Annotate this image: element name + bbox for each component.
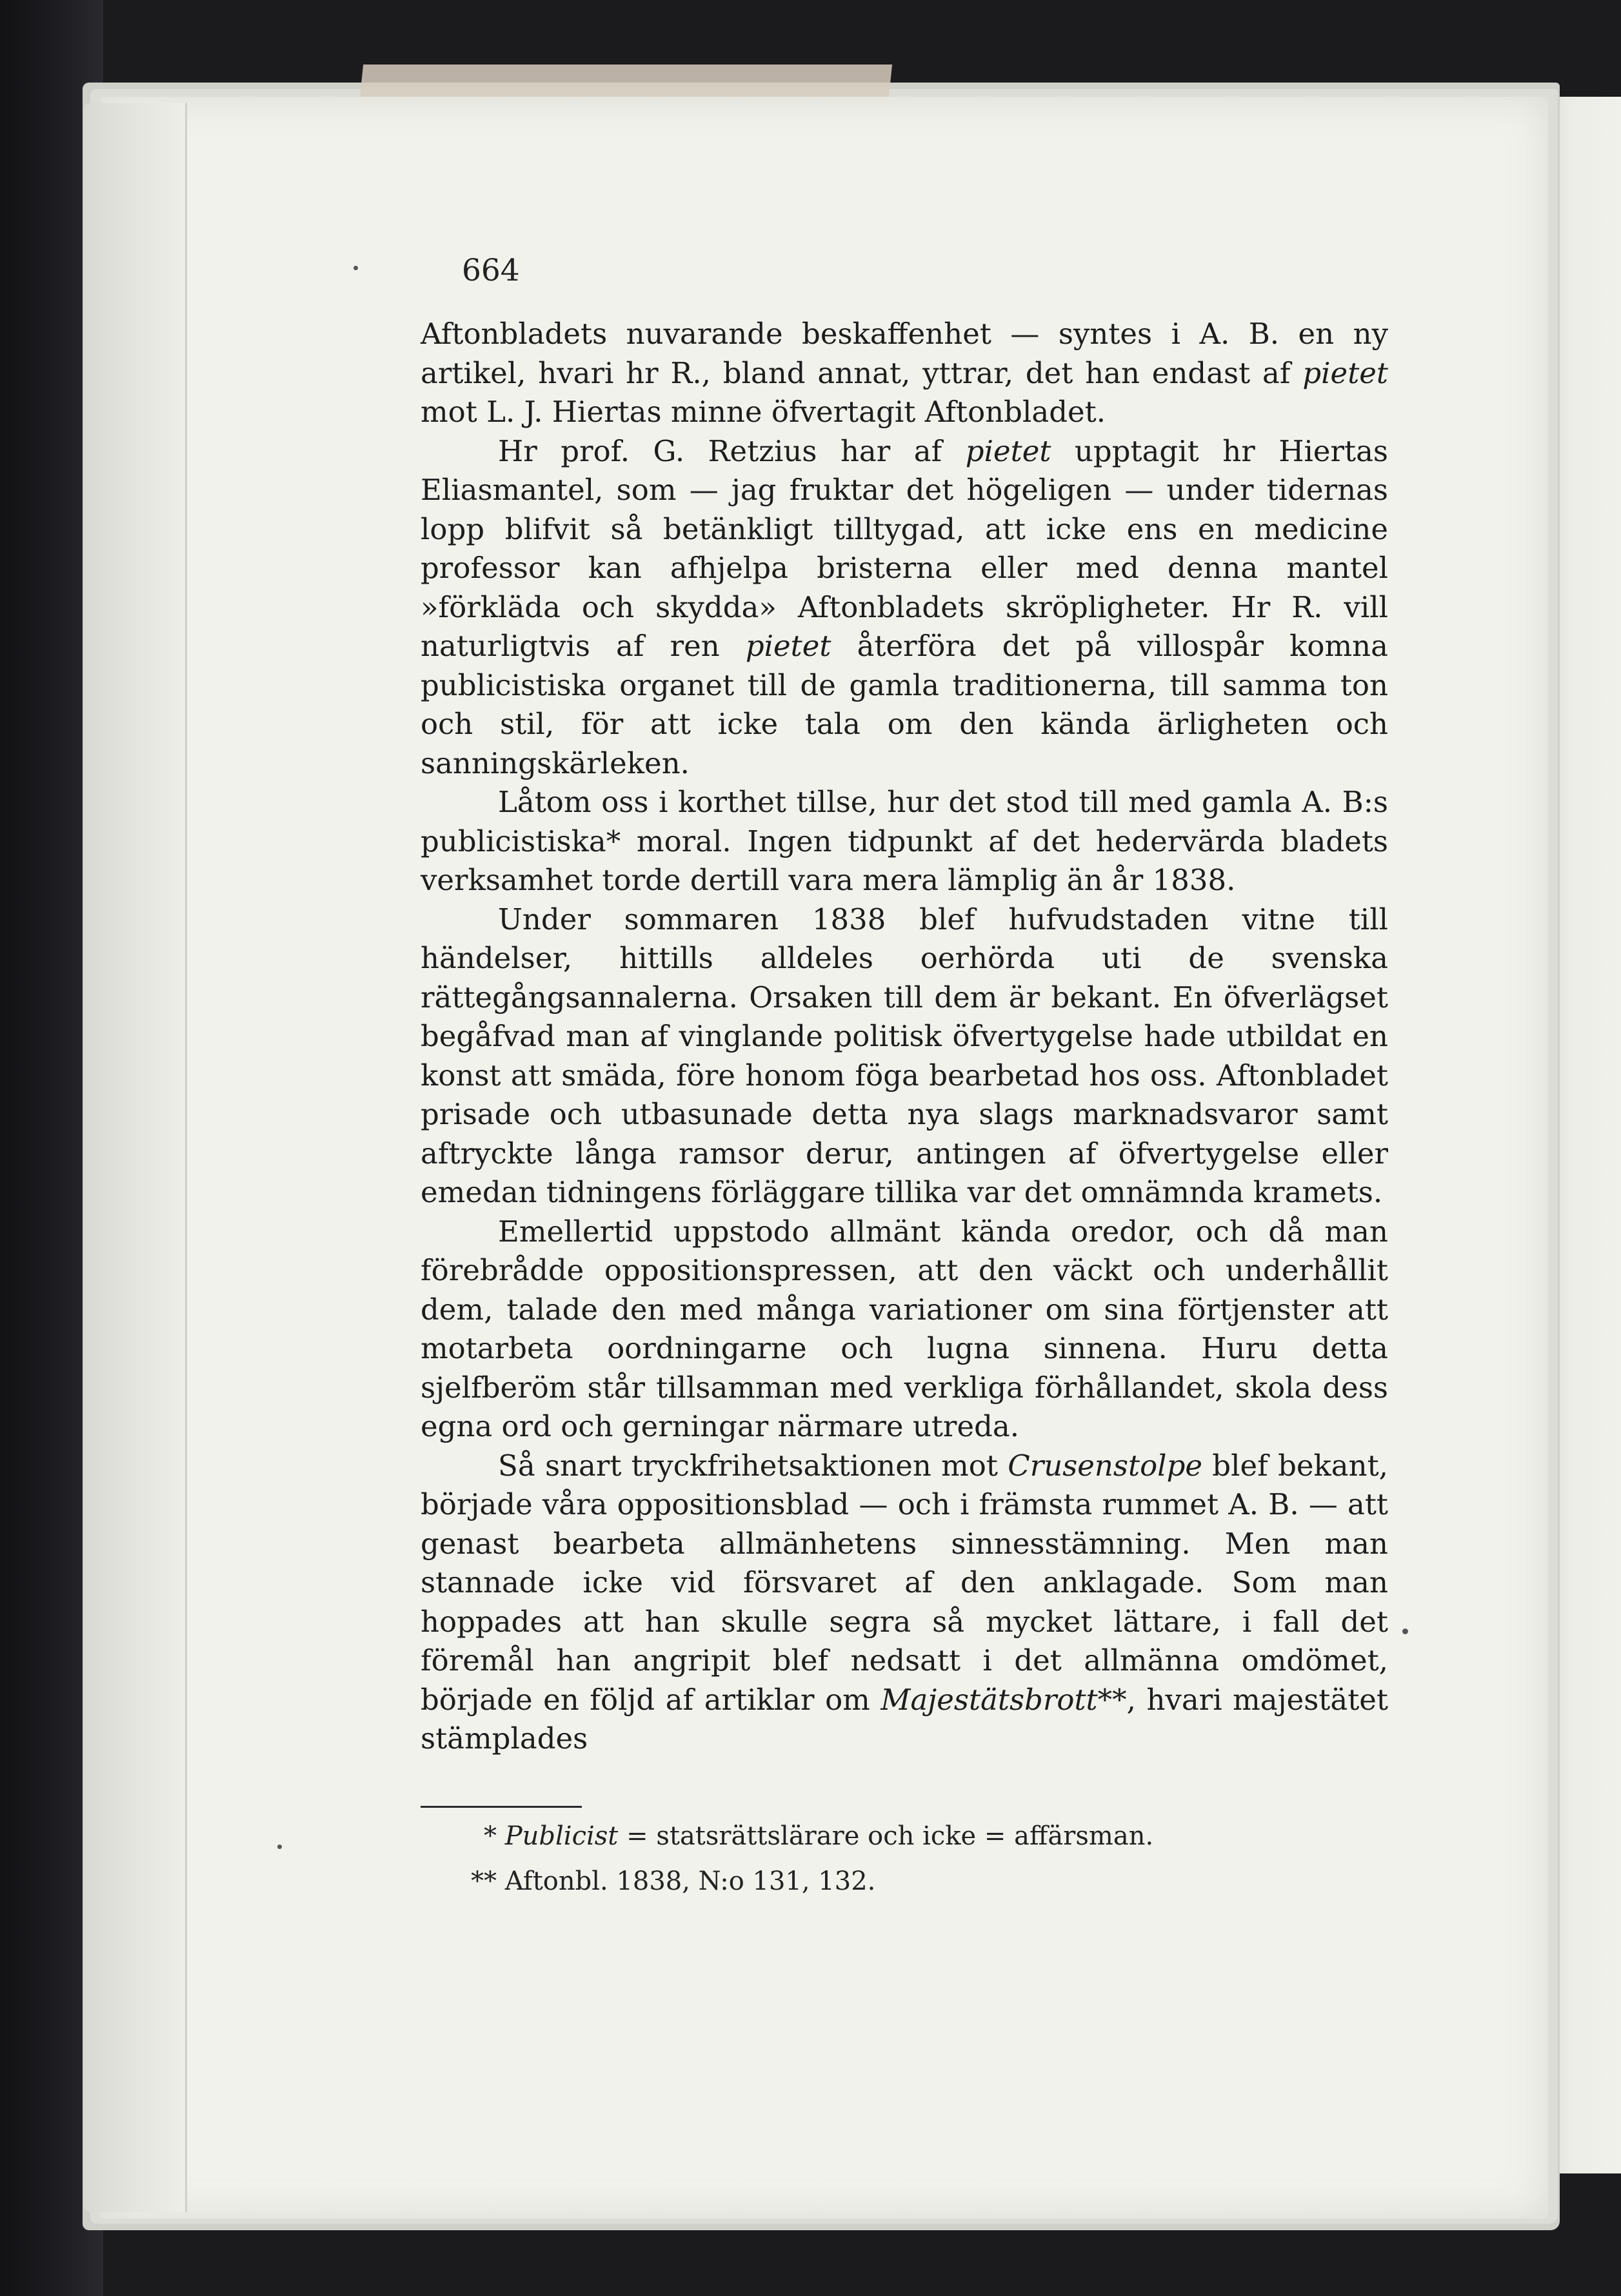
- text-run: Låtom oss i korthet tillse, hur det stod till med gamla A. B:s publicistiska* moral. Ingen tidpunkt af det hedervärda bladets verksamhet torde dertill vara mera lämplig än år 1838.: [421, 785, 1388, 897]
- italic-text: Crusenstolpe: [1008, 1448, 1203, 1483]
- text-run: Så snart tryckfrihetsaktionen mot: [498, 1448, 1008, 1483]
- paper-speck: [277, 1845, 282, 1849]
- paragraph: [421, 1212, 1388, 1447]
- page-fold-edge: [84, 103, 187, 2212]
- text-run: mot L. J. Hiertas minne öfvertagit Aftonbladet.: [421, 395, 1106, 429]
- paragraph: [421, 783, 1388, 900]
- page-number: 664: [462, 253, 520, 288]
- paper-speck: [1402, 1628, 1408, 1634]
- italic-text: Majestätsbrott**: [880, 1682, 1127, 1717]
- text-run: Hr prof. G. Retzius har af: [498, 433, 966, 468]
- italic-text: pietet: [745, 629, 831, 663]
- text-run: ** Aftonbl. 1838, N:o 131, 132.: [471, 1866, 876, 1896]
- text-run: blef bekant, började våra oppositionsblad — och i främsta rummet A. B. — att genast bearbeta allmänhetens sinnesstämning. Men man stannade icke vid försvaret af den anklagade. Som man hoppades att han skulle segra så mycket lättare, i fall det föremål han angripit blef nedsatt i det allmänna omdömet, började en följd af artiklar om: [421, 1448, 1388, 1717]
- text-run: upptagit hr Hiertas Eliasmantel, som — jag fruktar det högeligen — under tidernas lopp blifvit så betänkligt tilltygad, att icke ens en medicine professor kan afhjelpa bristerna eller med denna mantel »förkläda och skydda» Aftonbladets skröpligheter. Hr R. vill naturligtvis af ren: [421, 433, 1388, 663]
- text-run: Emellertid uppstodo allmänt kända oredor, och då man förebrådde oppositionspressen, att den väckt och underhållit dem, talade den med många variationer om sina förtjenster att motarbeta oordningarne och lugna sinnena. Huru detta sjelfberöm står tillsamman med verkliga förhållandet, skola dess egna ord och gerningar närmare utreda.: [421, 1214, 1388, 1443]
- text-run: Aftonbladets nuvarande beskaffenhet — syntes i A. B. en ny artikel, hvari hr R., bland annat, yttrar, det han endast af: [421, 317, 1388, 390]
- text-run: Under sommaren 1838 blef hufvudstaden vitne till händelser, hittills alldeles oerhörda uti de svenska rättegångsannalerna. Orsaken till dem är bekant. En öfverlägset begåfvad man af vinglande politisk öfvertygelse hade utbildat en konst att smäda, före honom föga bearbetad hos oss. Aftonbladet prisade och utbasunade detta nya slags marknadsvaror samt aftryckte långa ramsor derur, antingen af öfvertygelse eller emedan tidningens förläggare tillika var det omnämnda kramets.: [421, 902, 1388, 1209]
- italic-text: pietet: [965, 433, 1051, 468]
- paper-speck: [353, 266, 358, 270]
- footnote-1: [484, 1819, 1153, 1854]
- paragraph: [421, 900, 1388, 1212]
- paragraph: [421, 315, 1388, 432]
- text-run: återföra det på villospår komna publicistiska organet till de gamla traditionerna, till samma ton och stil, för att icke tala om den kända ärligheten och sanningskärleken.: [421, 629, 1388, 780]
- body-text: [421, 315, 1388, 1759]
- footnote-rule: [421, 1806, 582, 1808]
- paragraph: [421, 1447, 1388, 1759]
- italic-text: pietet: [1302, 355, 1388, 390]
- paragraph: [421, 432, 1388, 784]
- text-run: , hvari majestätet stämplades: [421, 1682, 1389, 1756]
- italic-text: Publicist: [504, 1821, 619, 1851]
- text-run: = statsrättslärare och icke = affärsman.: [618, 1821, 1154, 1851]
- footnote-2: [471, 1864, 875, 1899]
- text-run: *: [484, 1821, 505, 1851]
